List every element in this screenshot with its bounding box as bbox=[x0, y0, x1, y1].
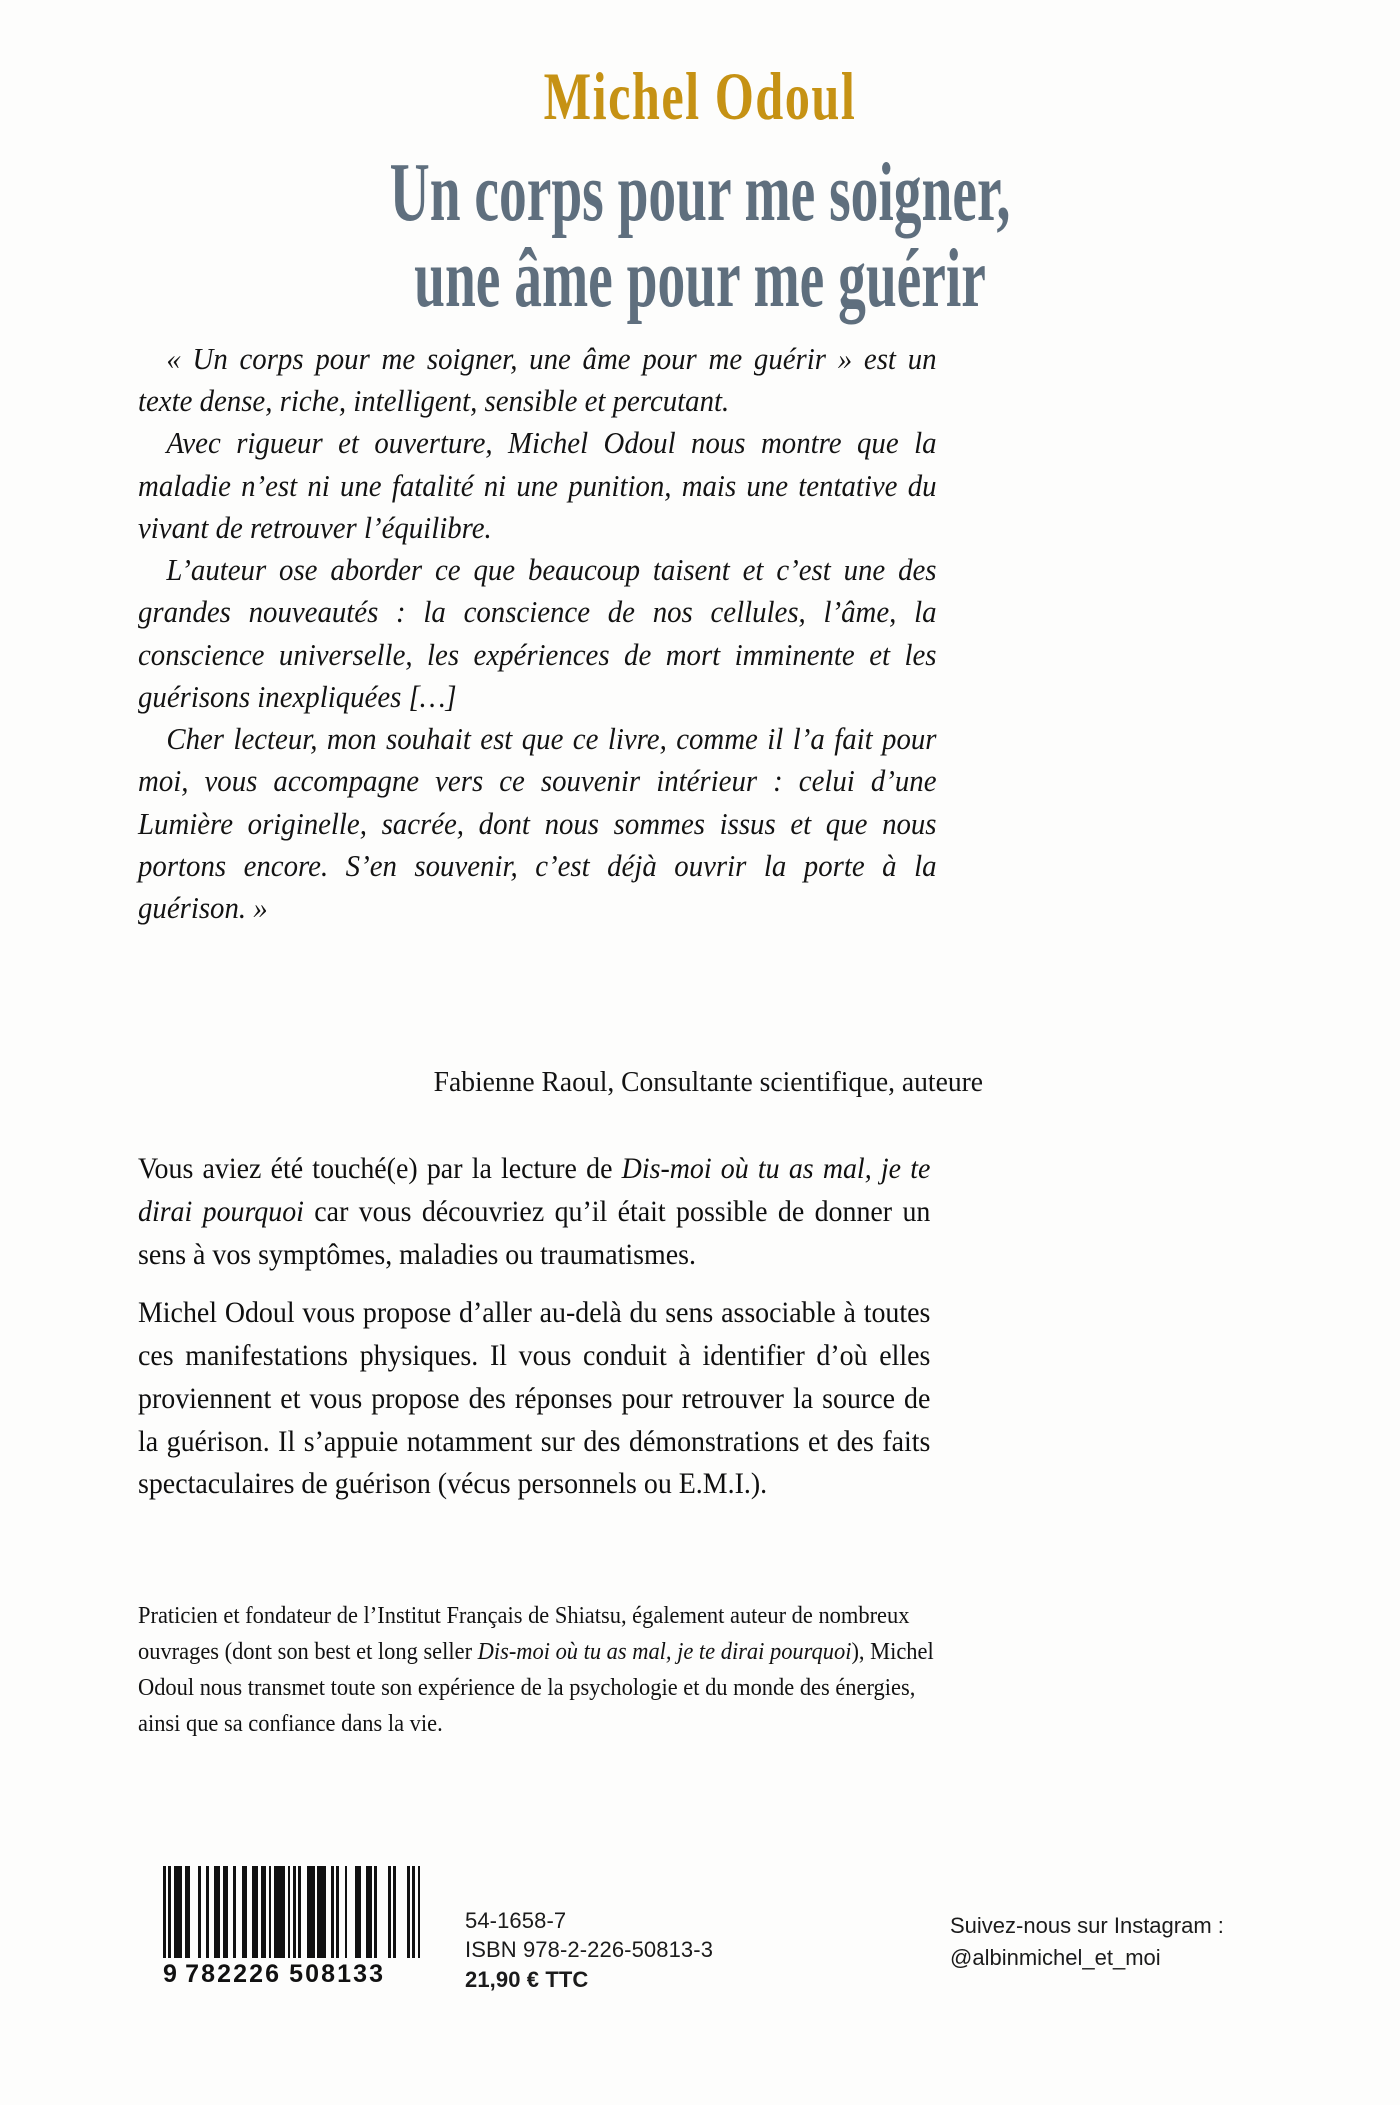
barcode-digits bbox=[163, 1960, 421, 1989]
title-line-2: une âme pour me guérir bbox=[414, 231, 986, 325]
description-paragraph-2: Michel Odoul vous propose d’aller au-delà du sens associable à toutes ces manifestations physiques. Il vous conduit à identifier d’où elles proviennent et vous propose des réponses pour retrouver la source de la guérison. Il s’appuie notamment sur des démonstrations et des faits spectaculaires de guérison (vécus personnels ou E.M.I.). bbox=[138, 1296, 931, 1501]
page-title bbox=[0, 146, 1400, 325]
barcode-digit-group-2: 508133 bbox=[289, 1960, 386, 1988]
quote-paragraph: Cher lecteur, mon souhait est que ce livre, comme il l’a fait pour moi, vous accompagne vers ce souvenir intérieur : celui d’une Lumière originelle, sacrée, dont nous sommes issus et que nous portons encore. S’en souvenir, c’est déjà ouvrir la porte à la guérison. » bbox=[138, 722, 937, 926]
desc-text-a: Vous aviez été touché(e) par la lecture de bbox=[138, 1152, 622, 1185]
instagram-block bbox=[950, 1910, 1250, 1974]
quote-paragraph: L’auteur ose aborder ce que beaucoup taisent et c’est une des grandes nouveautés : la conscience de nos cellules, l’âme, la conscience universelle, les expériences de mort imminente et les guérisons inexpliquées […] bbox=[138, 553, 937, 714]
description-block bbox=[138, 1148, 990, 1506]
quote-paragraph: Avec rigueur et ouverture, Michel Odoul nous montre que la maladie n’est ni une fatalité ni une punition, mais une tentative du vivant de retrouver l’équilibre. bbox=[138, 426, 937, 545]
quote-paragraph: « Un corps pour me soigner, une âme pour me guérir » est un texte dense, riche, intelligent, sensible et percutant. bbox=[138, 342, 937, 419]
review-quote-block bbox=[138, 338, 983, 929]
barcode-digit-group-1: 782226 bbox=[185, 1960, 282, 1988]
quote-attribution: Fabienne Raoul, Consultante scientifique, auteure bbox=[433, 1066, 983, 1098]
instagram-handle[interactable]: @albinmichel_et_moi bbox=[950, 1944, 1161, 1970]
barcode bbox=[163, 1866, 421, 1989]
author-bio-paragraph bbox=[138, 1598, 951, 1742]
barcode-digit-lead: 9 bbox=[163, 1960, 179, 1988]
author-name: Michel Odoul bbox=[543, 58, 857, 134]
desc-text-b: car vous découvriez qu’il était possible de donner un sens à vos symptômes, maladies ou traumatismes. bbox=[138, 1194, 931, 1271]
author-bio-block bbox=[138, 1598, 1008, 1742]
description-paragraph-1 bbox=[138, 1148, 930, 1276]
internal-code: 54-1658-7 bbox=[465, 1908, 567, 1933]
bio-text-b: ), Michel Odoul nous transmet toute son expérience de la psychologie et du monde des énergies, ainsi que sa confiance dans la vie. bbox=[138, 1639, 934, 1737]
title-line-1: Un corps pour me soigner, bbox=[389, 146, 1011, 239]
price-label: 21,90 € TTC bbox=[465, 1966, 589, 1992]
isbn-number: ISBN 978-2-226-50813-3 bbox=[465, 1937, 714, 1963]
bio-text-a: Praticien et fondateur de l’Institut Français de Shiatsu, également auteur de nombreux ouvrages (dont son best et long seller bbox=[138, 1603, 910, 1665]
barcode-bars bbox=[163, 1866, 421, 1958]
referenced-book-title: Dis-moi où tu as mal, je te dirai pourquoi bbox=[138, 1152, 931, 1228]
isbn-block bbox=[465, 1906, 713, 1994]
bio-referenced-book-title: Dis-moi où tu as mal, je te dirai pourquoi bbox=[477, 1639, 852, 1665]
instagram-label: Suivez-nous sur Instagram : bbox=[950, 1913, 1224, 1938]
